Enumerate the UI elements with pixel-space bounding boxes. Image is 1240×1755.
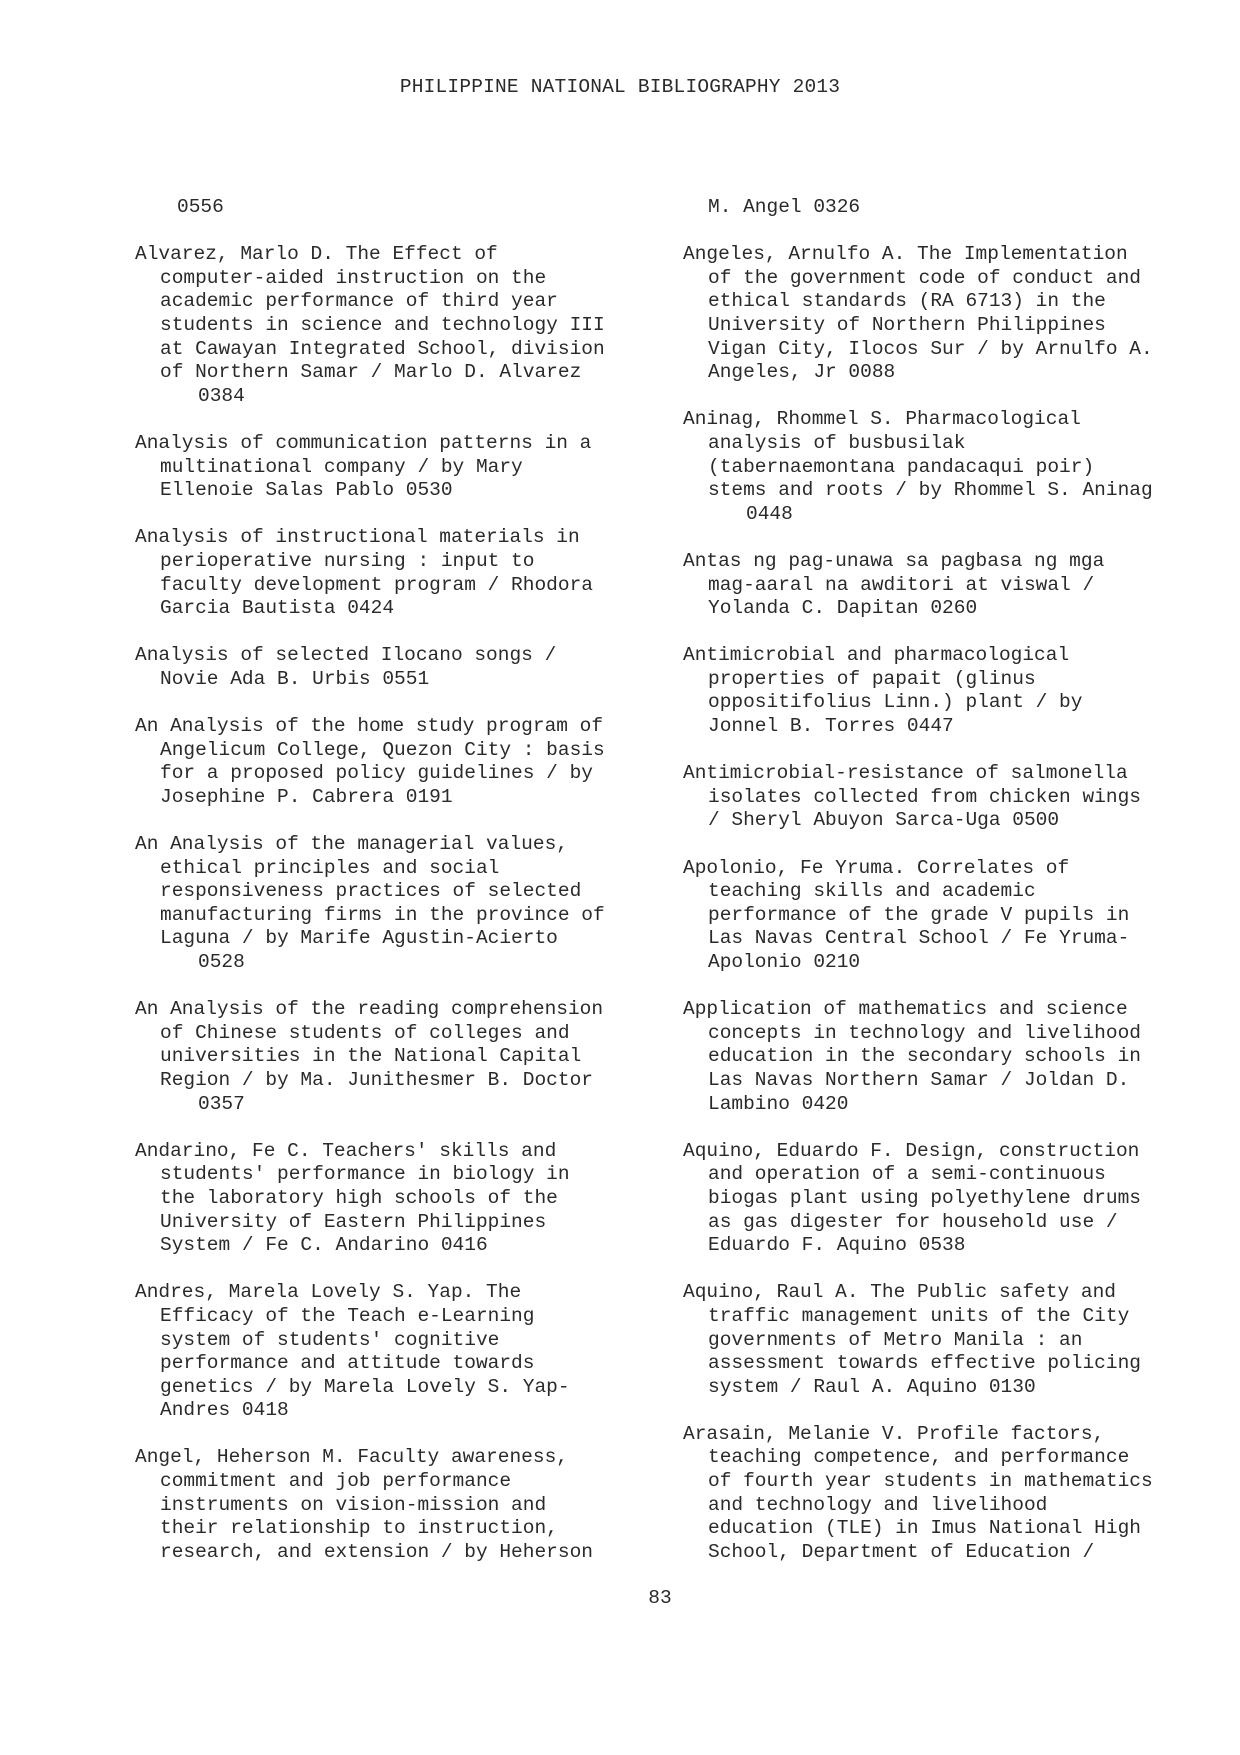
entry-line: Analysis of selected Ilocano songs / [135, 644, 557, 667]
bibliography-entry [135, 644, 645, 691]
entry-line: Region / by Ma. Junithesmer B. Doctor [160, 1068, 593, 1091]
entry-line: Jonnel B. Torres 0447 [708, 715, 954, 738]
entry-line: properties of papait (glinus [708, 667, 1036, 690]
entry-spacer [135, 809, 645, 833]
entry-line: Aquino, Raul A. The Public safety and [683, 1281, 1116, 1304]
bibliography-entry [135, 196, 645, 220]
entry-line: of Northern Samar / Marlo D. Alvarez [160, 361, 582, 384]
page-number: 83 [648, 1587, 672, 1609]
entry-line: Analysis of instructional materials in [135, 526, 580, 549]
entry-line: Efficacy of the Teach e-Learning [160, 1304, 535, 1327]
bibliography-entry [683, 762, 1203, 833]
bibliography-entry [683, 1281, 1203, 1399]
entry-line: ethical standards (RA 6713) in the [708, 290, 1106, 313]
entry-line: universities in the National Capital [160, 1045, 582, 1068]
entry-line: Antimicrobial-resistance of salmonella [683, 762, 1128, 785]
entry-line: Angel, Heherson M. Faculty awareness, [135, 1446, 568, 1469]
bibliography-entry [683, 998, 1203, 1116]
entry-spacer [683, 833, 1203, 857]
entry-line: Angeles, Jr 0088 [708, 361, 896, 384]
bibliography-entry [135, 715, 645, 809]
entry-line: Angelicum College, Quezon City : basis [160, 738, 605, 761]
entry-line: Novie Ada B. Urbis 0551 [160, 667, 430, 690]
entry-spacer [683, 621, 1203, 645]
entry-line: Josephine P. Cabrera 0191 [160, 785, 453, 808]
entry-line: Laguna / by Marife Agustin-Acierto [160, 927, 558, 950]
bibliography-entry [683, 857, 1203, 975]
entry-line: research, and extension / by Heherson [160, 1540, 593, 1563]
entry-line: 0384 [198, 384, 245, 407]
entry-line: M. Angel 0326 [708, 196, 861, 218]
entry-spacer [683, 385, 1203, 409]
entry-line: Arasain, Melanie V. Profile factors, [683, 1422, 1105, 1445]
entry-line: the laboratory high schools of the [160, 1186, 558, 1209]
entry-spacer [683, 1399, 1203, 1423]
entry-line: An Analysis of the home study program of [135, 715, 604, 738]
entry-line: Yolanda C. Dapitan 0260 [708, 597, 978, 620]
entry-spacer [135, 1258, 645, 1282]
entry-line: perioperative nursing : input to [160, 549, 535, 572]
entry-line: Antimicrobial and pharmacological [683, 644, 1070, 667]
bibliography-entry [683, 408, 1203, 526]
entry-spacer [683, 739, 1203, 763]
entry-line: education in the secondary schools in [708, 1045, 1141, 1068]
entry-line: mag-aaral na awditori at viswal / [708, 573, 1095, 596]
entry-line: 0448 [746, 502, 793, 525]
bibliography-entry [135, 1446, 645, 1564]
entry-line: System / Fe C. Andarino 0416 [160, 1234, 488, 1257]
entry-line: University of Northern Philippines [708, 313, 1106, 336]
entry-line: and technology and livelihood [708, 1493, 1048, 1516]
bibliography-entry [683, 1140, 1203, 1258]
entry-line: Application of mathematics and science [683, 998, 1128, 1021]
entry-line: as gas digester for household use / [708, 1210, 1118, 1233]
entry-line: / Sheryl Abuyon Sarca-Uga 0500 [708, 809, 1060, 832]
entry-line: performance and attitude towards [160, 1352, 535, 1375]
bibliography-entry [135, 432, 645, 503]
bibliography-entry [135, 243, 645, 408]
entry-line: 0556 [177, 196, 224, 218]
entry-line: 0357 [198, 1092, 245, 1115]
entry-spacer [135, 1116, 645, 1140]
entry-line: system / Raul A. Aquino 0130 [708, 1375, 1036, 1398]
bibliography-entry [683, 243, 1203, 385]
entry-line: analysis of busbusilak [708, 431, 966, 454]
entry-line: stems and roots / by Rhommel S. Aninag [708, 479, 1153, 502]
entry-line: computer-aided instruction on the [160, 266, 547, 289]
entry-spacer [683, 1116, 1203, 1140]
bibliography-entry [683, 644, 1203, 738]
entry-line: Alvarez, Marlo D. The Effect of [135, 243, 498, 266]
entry-line: their relationship to instruction, [160, 1517, 558, 1540]
entry-line: students in science and technology III [160, 313, 605, 336]
entry-spacer [135, 621, 645, 645]
entry-line: students' performance in biology in [160, 1163, 570, 1186]
entry-line: Apolonio 0210 [708, 951, 861, 973]
entry-line: governments of Metro Manila : an [708, 1328, 1083, 1351]
bibliography-entry [135, 1281, 645, 1423]
bibliography-entry [135, 526, 645, 620]
entry-line: genetics / by Marela Lovely S. Yap- [160, 1375, 570, 1398]
entry-line: system of students' cognitive [160, 1328, 500, 1351]
entry-line: Antas ng pag-unawa sa pagbasa ng mga [683, 549, 1105, 572]
entry-spacer [135, 1423, 645, 1447]
entry-spacer [135, 975, 645, 999]
entry-line: Lambino 0420 [708, 1092, 849, 1115]
entry-spacer [683, 220, 1203, 244]
entry-line: multinational company / by Mary [160, 455, 523, 478]
right-column [683, 196, 1203, 1564]
entry-line: assessment towards effective policing [708, 1352, 1141, 1375]
left-column [135, 196, 645, 1564]
entry-line: performance of the grade V pupils in [708, 903, 1130, 926]
entry-line: Analysis of communication patterns in a [135, 431, 592, 454]
entry-line: at Cawayan Integrated School, division [160, 337, 605, 360]
entry-line: manufacturing firms in the province of [160, 903, 605, 926]
entry-line: teaching skills and academic [708, 880, 1036, 903]
bibliography-entry [135, 833, 645, 975]
entry-spacer [683, 526, 1203, 550]
bibliography-entry [683, 550, 1203, 621]
bibliography-entry [135, 1140, 645, 1258]
entry-line: concepts in technology and livelihood [708, 1021, 1141, 1044]
entry-line: Andres 0418 [160, 1399, 289, 1422]
entry-line: Garcia Bautista 0424 [160, 597, 395, 620]
entry-spacer [135, 220, 645, 244]
entry-spacer [135, 408, 645, 432]
entry-line: Eduardo F. Aquino 0538 [708, 1234, 966, 1257]
entry-spacer [683, 975, 1203, 999]
bibliography-entry [135, 998, 645, 1116]
entry-line: University of Eastern Philippines [160, 1210, 547, 1233]
entry-line: of the government code of conduct and [708, 266, 1141, 289]
entry-line: An Analysis of the managerial values, [135, 833, 568, 856]
entry-line: of fourth year students in mathematics [708, 1470, 1153, 1493]
entry-line: An Analysis of the reading comprehension [135, 998, 604, 1021]
entry-line: traffic management units of the City [708, 1304, 1130, 1327]
entry-line: Aninag, Rhommel S. Pharmacological [683, 408, 1081, 431]
entry-line: Ellenoie Salas Pablo 0530 [160, 479, 453, 502]
entry-spacer [683, 1258, 1203, 1282]
entry-line: Apolonio, Fe Yruma. Correlates of [683, 856, 1070, 879]
entry-line: Vigan City, Ilocos Sur / by Arnulfo A. [708, 337, 1153, 360]
entry-line: instruments on vision-mission and [160, 1493, 547, 1516]
entry-line: Las Navas Central School / Fe Yruma- [708, 927, 1130, 950]
entry-line: oppositifolius Linn.) plant / by [708, 691, 1083, 714]
page-header: PHILIPPINE NATIONAL BIBLIOGRAPHY 2013 [399, 76, 841, 98]
entry-line: of Chinese students of colleges and [160, 1021, 570, 1044]
entry-line: faculty development program / Rhodora [160, 573, 593, 596]
entry-line: Andres, Marela Lovely S. Yap. The [135, 1281, 522, 1304]
bibliography-entry [683, 1423, 1203, 1565]
entry-line: education (TLE) in Imus National High [708, 1517, 1141, 1540]
entry-line: Las Navas Northern Samar / Joldan D. [708, 1068, 1130, 1091]
entry-spacer [135, 503, 645, 527]
entry-line: academic performance of third year [160, 290, 558, 313]
bibliography-entry [683, 196, 1203, 220]
entry-line: isolates collected from chicken wings [708, 785, 1141, 808]
entry-spacer [135, 691, 645, 715]
entry-line: teaching competence, and performance [708, 1446, 1130, 1469]
entry-line: Aquino, Eduardo F. Design, construction [683, 1139, 1140, 1162]
entry-line: biogas plant using polyethylene drums [708, 1186, 1141, 1209]
entry-line: (tabernaemontana pandacaqui poir) [708, 455, 1095, 478]
entry-line: School, Department of Education / [708, 1540, 1095, 1563]
entry-line: and operation of a semi-continuous [708, 1163, 1106, 1186]
entry-line: responsiveness practices of selected [160, 880, 582, 903]
entry-line: Andarino, Fe C. Teachers' skills and [135, 1139, 557, 1162]
entry-line: ethical principles and social [160, 856, 500, 879]
entry-line: Angeles, Arnulfo A. The Implementation [683, 243, 1128, 266]
entry-line: for a proposed policy guidelines / by [160, 762, 593, 785]
entry-line: commitment and job performance [160, 1470, 512, 1493]
entry-line: 0528 [198, 951, 245, 973]
